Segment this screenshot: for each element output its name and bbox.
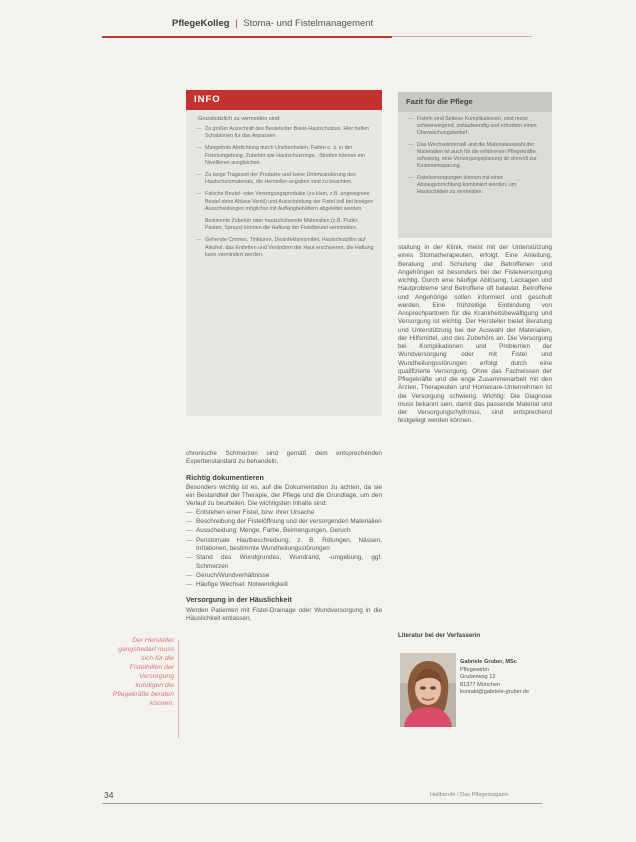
praxis-item: — Fistelversorgungen können mit einer Absaugvorrichtung kombiniert werden, um Hautschäden zu vermeiden. [410, 175, 544, 196]
praxis-box-title: Fazit für die Pflege [398, 92, 552, 112]
info-item: — Zu lange Tragezeit der Produkte und keine Unterwanderung des Hautschutzmaterials, die Hersteller-angaben sind zu beachten. [198, 172, 374, 186]
header-rule-light [392, 36, 532, 37]
lead-paragraph: chronische Schmerzen sind gemäß dem entsprechenden Expertenstandard zu behandeln. [186, 450, 382, 466]
brand-name: PflegeKolleg [172, 18, 230, 29]
quote-rule [178, 640, 179, 738]
author-email: kontakt@gabriele-gruber.de [460, 689, 530, 696]
author-name: Gabriele Gruber, MSc [460, 659, 517, 665]
info-box-intro: Grundsätzlich zu vermeiden sind: [198, 116, 281, 122]
home-care-paragraph: Werden Patienten mit Fistel-Drainage oder Wundversorgung in die Häuslichkeit entlassen, [186, 606, 382, 623]
author-photo [400, 653, 456, 727]
documentation-paragraph: Besonders wichtig ist es, auf die Dokumentation zu achten, da sie ein Bestandteil der Therapie, der Pflege und die Grundlage, um den Verlauf zu beurteilen. Die wichtigsten Inhalte sind: [186, 483, 382, 508]
praxis-box-list [398, 116, 552, 196]
praxis-box [398, 92, 552, 238]
list-item: — Entstehen einer Fistel, bzw. ihrer Ursache [186, 509, 382, 517]
header-rule-red [102, 36, 392, 38]
author-address-street: Gruberweg 12 [460, 674, 496, 681]
home-care-heading: Versorgung in der Häuslichkeit [186, 595, 292, 605]
author-address-city: 81377 München [460, 681, 501, 688]
footer-rule [102, 803, 542, 804]
footer-publication: Heilberufe / Das Pflegemagazin [430, 792, 509, 798]
list-item: — Geruch/Wundverhältnisse [186, 572, 382, 580]
author-role: Pflegewirtin [460, 666, 489, 673]
author-contact [460, 659, 529, 697]
page-number: 34 [104, 790, 114, 800]
list-item: — Häufige Wechsel: Notwendigkeit [186, 581, 382, 589]
info-item: — Zu großer Ausschnitt des Beutels/der Basis-Hautschutzes. Hier helfen Schablonen für das Anpassen. [198, 126, 374, 140]
praxis-item: — Das Wechselintervall und die Materialauswahl der Materialien ist auch für die erfahrenen Pflegekräfte schwierig, eine Versorgungsplanung ist sinnvoll zur Kosteneinsparung. [410, 142, 544, 170]
info-box-list [186, 126, 382, 259]
list-item: — Stand des Wundgrundes, Wundrand, -umgebung, ggf. Schmerzen [186, 554, 382, 571]
info-item: Bestimmte Zubehör oder hautschützende Materialien (z.B. Puder, Pasten, Sprays) können die Haftung der Fistelbeutel vermindern. [205, 218, 359, 232]
list-item: — Beschreibung der Fistelöffnung und der versorgenden Materialien [186, 518, 382, 526]
info-box-title: INFO [186, 90, 382, 110]
literature-heading: Literatur bei der Verfasserin [398, 632, 481, 639]
info-item: — Falsche Beutel- oder Versorgungsprodukte (zu klein, z.B. ungeeignete Beutel ohne Ablass-Ventil) und Ausscheidung der Fistel soll bei breiigen Ausscheidungen möglichst mit Auffangbehältern abgeleitet werden. [198, 191, 374, 213]
info-box [186, 90, 382, 416]
info-item: — Mangelnde Abdichtung durch Unebenheiten, Falten o. ä. in der Fistelumgebung. Zubehör wie Hautschutzringe, -Streifen können ein Nivellieren ausgleichen. [198, 145, 374, 167]
left-column-body [186, 450, 382, 623]
section-title: Stoma- und Fistelmanagement [243, 18, 374, 29]
running-header [172, 18, 373, 29]
documentation-list [186, 509, 382, 590]
list-item: — Peristomale Hautbeschreibung, z. B. Rötungen, Nässen, Irritationen, bestimmte Wundheilungsstörungen [186, 537, 382, 554]
list-item: — Ausscheidung: Menge, Farbe, Beimengungen, Geruch [186, 527, 382, 535]
info-item: — Gehende Cremes, Tinkturen, Desinfektionsmittel, Hautschutzfilm auf Alkohol, das Entfetten und Verändern der Haut erschweren, die Haftung kann vermindert werden. [198, 237, 374, 259]
documentation-heading: Richtig dokumentieren [186, 472, 264, 482]
praxis-item: — Fisteln sind Seltene Komplikationen, sind meist schwerwiegend, zeitaufwendig und erfordern einen Überwachungsbedarf. [410, 116, 544, 137]
header-separator: | [235, 18, 238, 29]
right-column-body: staltung in der Klinik, meist mit der Unterstützung eines Stomatherapeuten, erfolgt. Eine Anleitung, Beratung und Schulung der Betroffenen und Angehörigen ist besonders bei der Fistelversorgung wichtig. Durch eine häufige Ablösung, Leckagen und Hautprobleme sind Betroffene oft belastet. Betroffene und Angehörige sollen informiert und geschult werden. Eine frühzeitige Einbindung von Ansprechpartnern für die Krankheitsbewältigung und Versorgung ist wichtig. Der Hersteller bietet Beratung und Unterstützung bei der Auswahl der Materialien, der Hilfsmittel, und des Zubehörs an. Die Versorgung bei Komplikationen und Problemen der Wundversorgung oder mit Fistel und Wundheilungsstörungen erfolgt durch eine qualifizierte Versorgung. Ohne das Fachwissen der Pflegekräfte und die enge Zusammenarbeit mit den Ärzten, Therapeuten und Homecare-Unternehmen ist die Versorgung schwierig. Wichtig: Die Diagnose muss bekannt sein, damit das passende Material und der Versorgungsrhythmus, sind entsprechend festgelegt werden können. [398, 244, 552, 425]
side-quote: Der Hersteller gangsbedarf muss sich für die Fistelhilfen der Versorgung kundigen die Pflegekräfte beraten können. [112, 637, 174, 707]
